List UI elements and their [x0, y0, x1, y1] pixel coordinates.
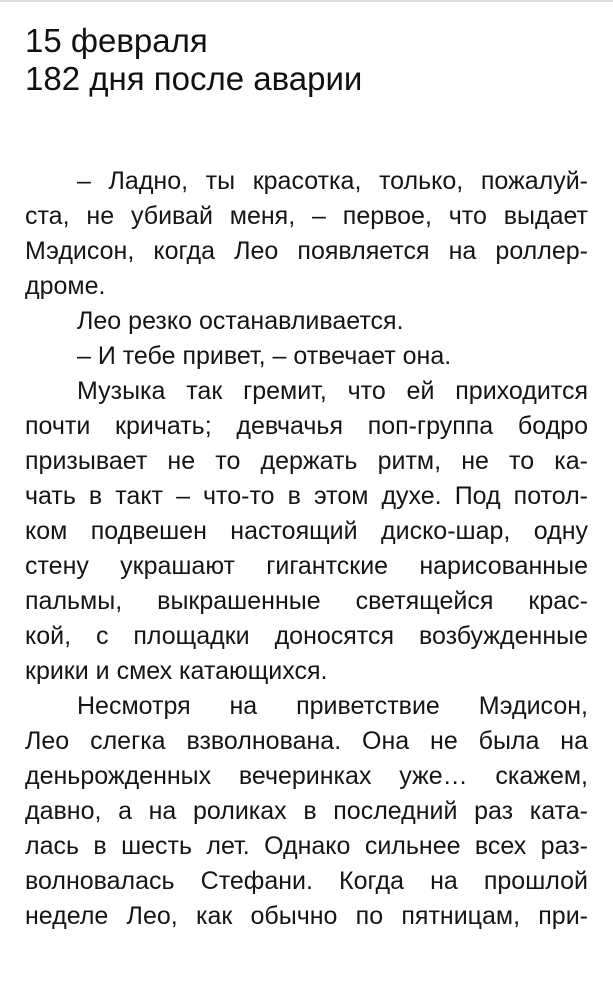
- text-line: пальмы, выкрашенные светящейся крас-: [25, 587, 588, 615]
- text-line: ста, не убивай меня, – первое, что выдает: [25, 202, 588, 230]
- text-line: Несмотря на приветствие Мэдисон,: [77, 692, 588, 720]
- text-line: Музыка так гремит, что ей приходится: [77, 377, 588, 405]
- text-line: Лео резко останавливается.: [77, 307, 404, 335]
- top-divider: [0, 0, 613, 2]
- text-line: почти кричать; девчачья поп-группа бодро: [25, 412, 588, 440]
- paragraph: [25, 689, 588, 934]
- text-line: кой, с площадки доносятся возбужденные: [25, 622, 588, 650]
- text-line: призывает не то держать ритм, не то ка-: [25, 447, 588, 475]
- chapter-date: 15 февраля: [25, 22, 208, 59]
- paragraph: [25, 374, 588, 689]
- text-line: Лео слегка взволнована. Она не была на: [25, 727, 588, 755]
- chapter-text: [25, 164, 588, 934]
- chapter-subtitle: 182 дня после аварии: [25, 60, 363, 97]
- text-line: крики и смех катающихся.: [25, 657, 328, 685]
- text-line: – И тебе привет, – отвечает она.: [77, 342, 452, 370]
- text-line: деньрожденных вечеринках уже… скажем,: [25, 762, 588, 790]
- text-line: давно, а на роликах в последний раз ката-: [25, 797, 588, 825]
- paragraph: [25, 164, 588, 304]
- chapter-heading: [25, 22, 595, 98]
- text-line: – Ладно, ты красотка, только, пожалуй-: [77, 167, 588, 195]
- text-line: ком подвешен настоящий диско-шар, одну: [25, 517, 588, 545]
- text-line: лась в шесть лет. Однако сильнее всех раз-: [25, 832, 588, 860]
- paragraph: [25, 304, 588, 339]
- text-line: чать в такт – что-то в этом духе. Под потол-: [25, 482, 588, 510]
- text-line: Мэдисон, когда Лео появляется на роллер-: [25, 237, 588, 265]
- paragraph: [25, 339, 588, 374]
- text-line: волновалась Стефани. Когда на прошлой: [25, 867, 588, 895]
- text-line: неделе Лео, как обычно по пятницам, при-: [25, 902, 588, 930]
- text-line: дроме.: [25, 272, 106, 300]
- text-line: стену украшают гигантские нарисованные: [25, 552, 588, 580]
